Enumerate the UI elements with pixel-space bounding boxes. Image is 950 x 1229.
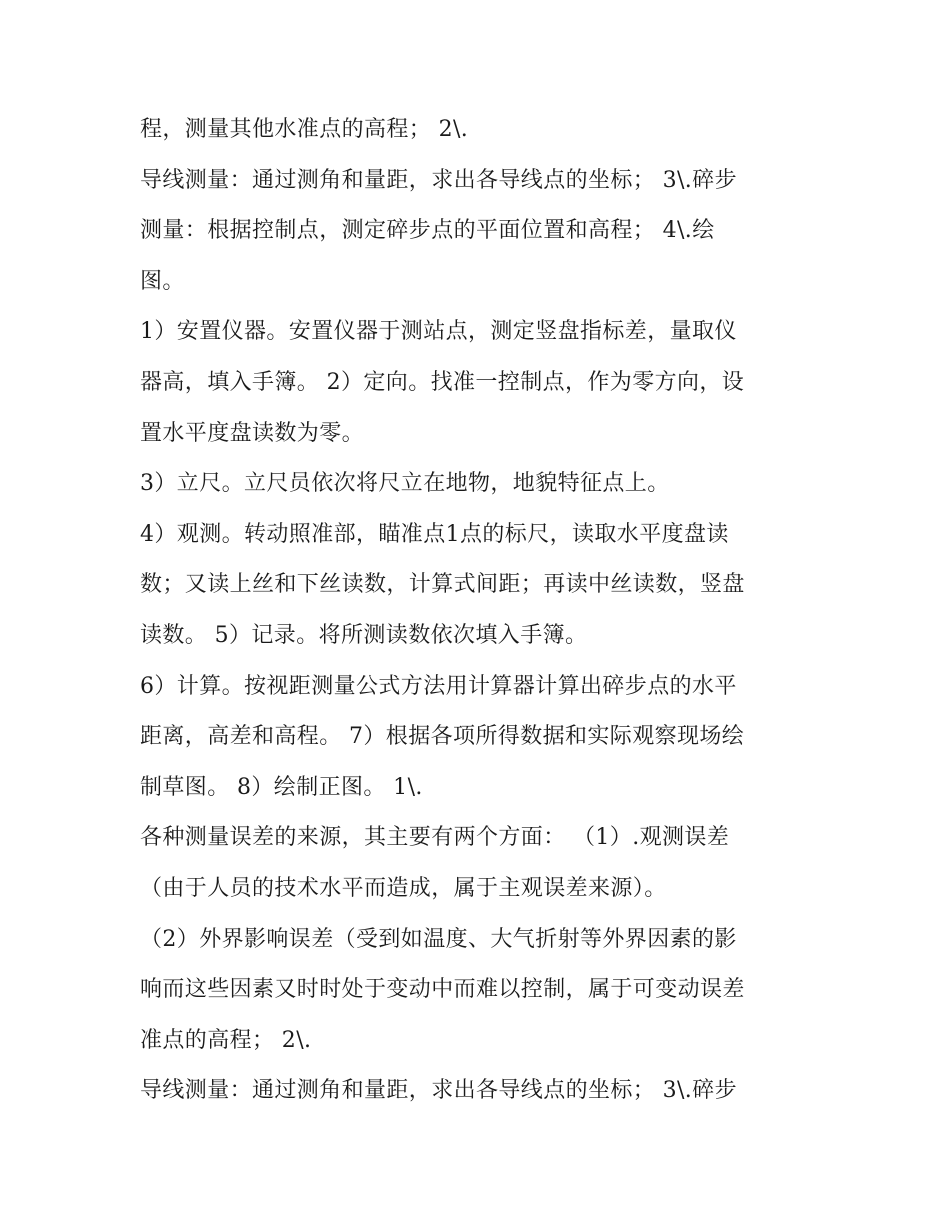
text-line: 数；又读上丝和下丝读数，计算式间距；再读中丝读数，竖盘 xyxy=(140,572,745,598)
text-line: 导线测量：通过测角和量距，求出各导线点的坐标； 3\.碎步 xyxy=(140,1078,737,1104)
text-line: 器高，填入手簿。 2）定向。找准一控制点，作为零方向，设 xyxy=(140,369,745,395)
text-line: 各种测量误差的来源，其主要有两个方面： （1）.观测误差 xyxy=(140,825,730,851)
text-line: 制草图。 8）绘制正图。 1\. xyxy=(140,774,423,800)
text-line: （由于人员的技术水平而造成，属于主观误差来源）。 xyxy=(140,875,667,901)
text-line: 置水平度盘读数为零。 xyxy=(140,420,365,446)
text-line: （2）外界影响误差（受到如温度、大气折射等外界因素的影 xyxy=(140,926,737,952)
text-line: 响而这些因素又时时处于变动中而难以控制，属于可变动误差 xyxy=(140,977,745,1003)
body-text xyxy=(140,105,820,1117)
text-line: 图。 xyxy=(140,268,185,294)
text-line: 4）观测。转动照准部，瞄准点1点的标尺，读取水平度盘读 xyxy=(140,521,729,547)
text-line: 导线测量：通过测角和量距，求出各导线点的坐标； 3\.碎步 xyxy=(140,167,737,193)
text-line: 准点的高程； 2\. xyxy=(140,1027,312,1053)
text-line: 距离，高差和高程。 7）根据各项所得数据和实际观察现场绘 xyxy=(140,724,745,750)
text-line: 程，测量其他水准点的高程； 2\. xyxy=(140,117,469,142)
text-line: 6）计算。按视距测量公式方法用计算器计算出碎步点的水平 xyxy=(140,673,737,699)
text-line: 3）立尺。立尺员依次将尺立在地物，地貌特征点上。 xyxy=(140,471,670,497)
text-line: 读数。 5）记录。将所测读数依次填入手簿。 xyxy=(140,622,588,648)
text-line: 1）安置仪器。安置仪器于测站点，测定竖盘指标差，量取仪 xyxy=(140,319,737,345)
text-line: 测量：根据控制点，测定碎步点的平面位置和高程； 4\.绘 xyxy=(140,218,715,244)
